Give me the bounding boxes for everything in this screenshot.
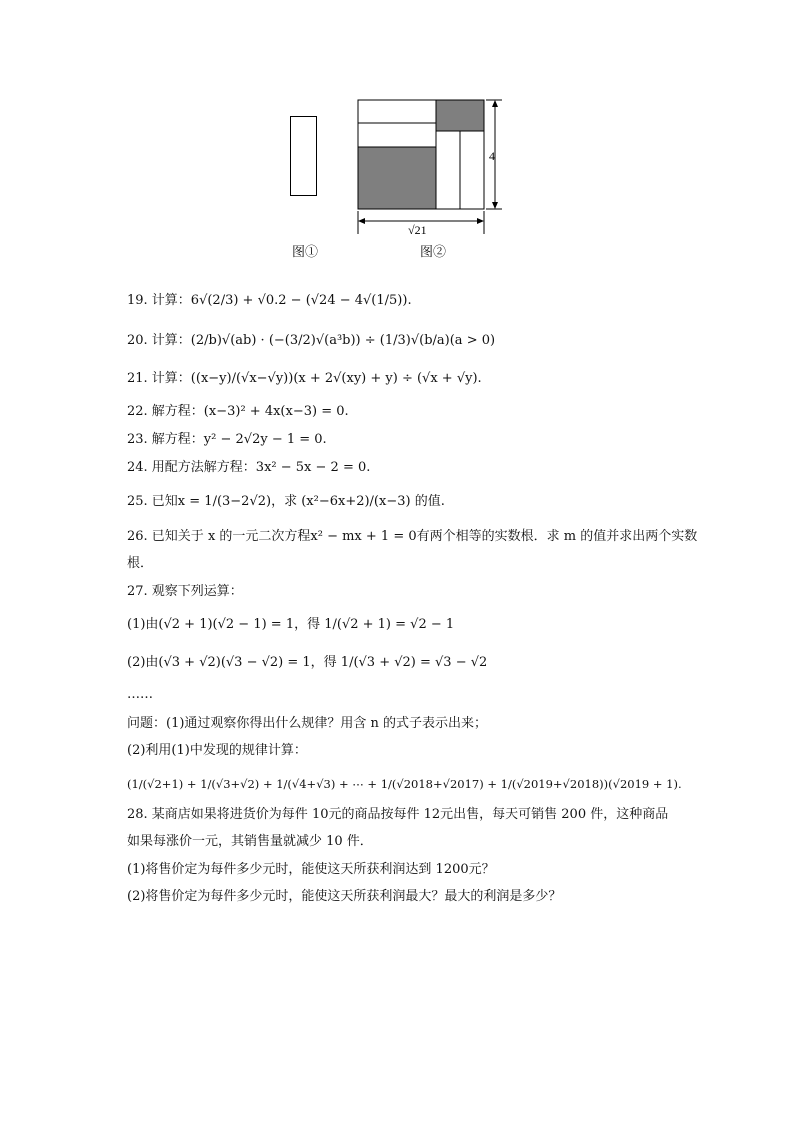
strip-top-1 — [358, 100, 436, 123]
problem-27-question1: 问题：(1)通过观察你得出什么规律？用含 n 的式子表示出来； — [127, 716, 488, 731]
problem-27-expression: (1/(√2+1) + 1/(√3+√2) + 1/(√4+√3) + ⋯ + 1/(√2018+√2017) + 1/(√2019+√2018))(√2019 + 1). — [127, 777, 682, 791]
problem-24: 24. 用配方法解方程：3x² − 5x − 2 = 0. — [127, 460, 371, 475]
problem-19: 19. 计算：6√(2/3) + √0.2 − (√24 − 4√(1/5)). — [127, 293, 412, 308]
strip-vert-1 — [436, 131, 460, 209]
height-label: 4 — [489, 149, 495, 163]
problem-27-item2: (2)由(√3 + √2)(√3 − √2) = 1，得 1/(√3 + √2) = √3 − √2 — [127, 655, 488, 670]
gray-square-small — [436, 100, 484, 131]
problem-28-line2: 如果每涨价一元，其销售量就减少 10 件． — [127, 834, 373, 849]
problem-27-item1: (1)由(√2 + 1)(√2 − 1) = 1，得 1/(√2 + 1) = √2 − 1 — [127, 617, 455, 632]
problem-26-line1: 26. 已知关于 x 的一元二次方程x² − mx + 1 = 0有两个相等的实数根．求 m 的值并求出两个实数 — [127, 529, 698, 544]
strip-top-2 — [358, 123, 436, 147]
problem-28-line1: 28. 某商店如果将进货价为每件 10元的商品按每件 12元出售，每天可销售 200 件，这种商品 — [127, 807, 669, 822]
problem-27-ellipsis: …… — [127, 687, 153, 702]
problem-28-item1: (1)将售价定为每件多少元时，能使这天所获利润达到 1200元？ — [127, 862, 495, 877]
problem-28-item2: (2)将售价定为每件多少元时，能使这天所获利润最大？最大的利润是多少？ — [127, 889, 562, 904]
figure-1-caption: 图① — [292, 245, 319, 260]
problem-25: 25. 已知x = 1/(3−2√2)，求 (x²−6x+2)/(x−3) 的值. — [127, 494, 445, 509]
figure-2-caption: 图② — [420, 245, 447, 260]
strip-vert-2 — [460, 131, 484, 209]
width-label: √21 — [408, 223, 427, 237]
figure-1 — [290, 116, 317, 196]
problem-22: 22. 解方程：(x−3)² + 4x(x−3) = 0. — [127, 404, 349, 419]
problem-21: 21. 计算：((x−y)/(√x−√y))(x + 2√(xy) + y) ÷ (√x + √y). — [127, 371, 482, 386]
figure-2 — [350, 94, 510, 242]
problem-23: 23. 解方程：y² − 2√2y − 1 = 0. — [127, 432, 327, 447]
problem-26-line2: 根． — [127, 556, 154, 571]
problem-27: 27. 观察下列运算： — [127, 584, 243, 599]
problem-20: 20. 计算：(2/b)√(ab) · (−(3/2)√(a³b)) ÷ (1/3)√(b/a)(a > 0) — [127, 333, 496, 348]
gray-square-large — [358, 147, 436, 209]
problem-27-question2: (2)利用(1)中发现的规律计算： — [127, 743, 307, 758]
